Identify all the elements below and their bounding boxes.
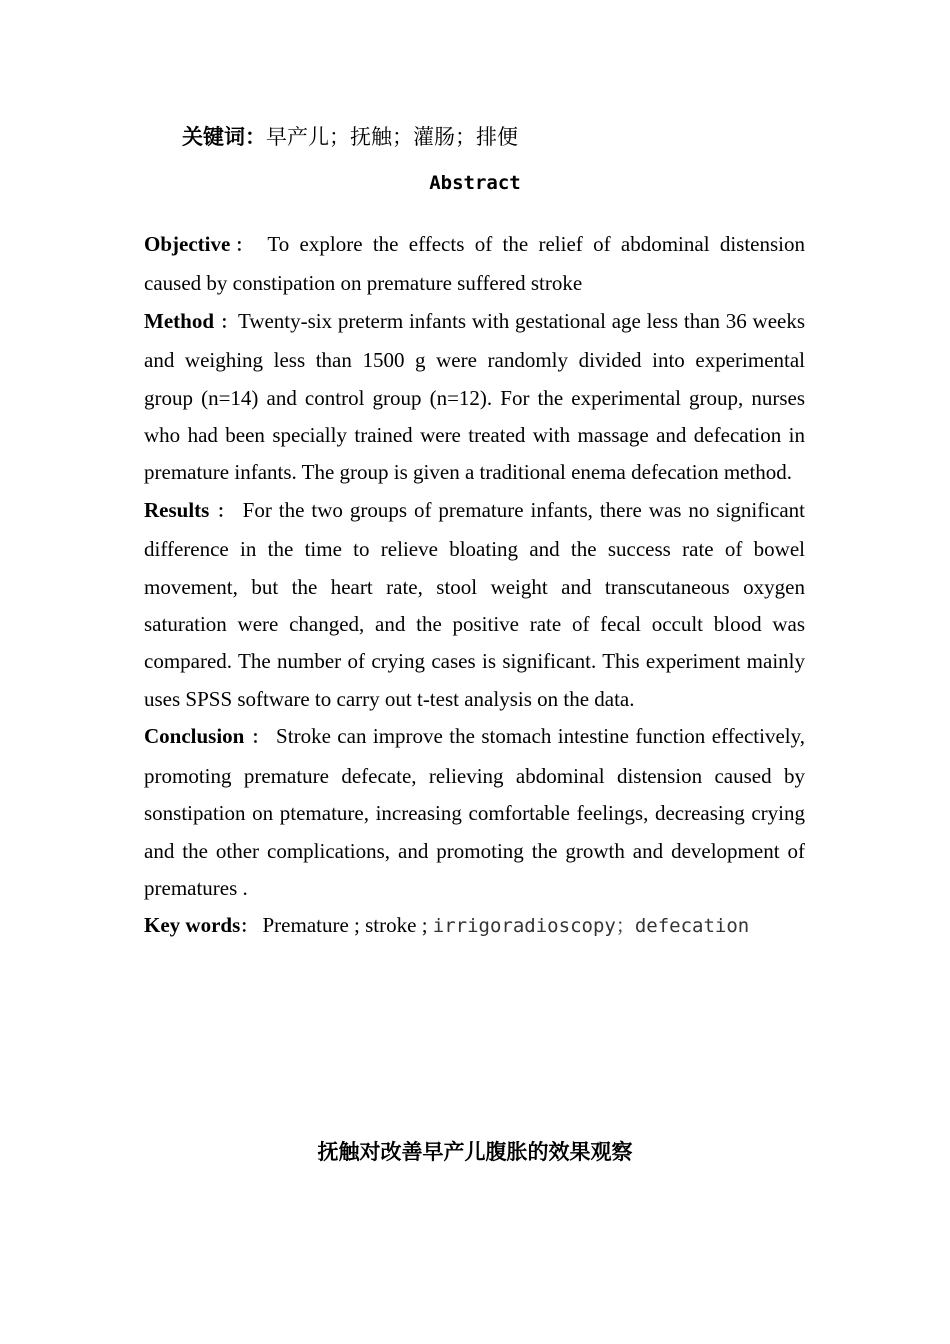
results-text: For the two groups of premature infants, there was no significant difference in the time to relieve bloating and the success rate of bowel movement, but the heart rate, stool weight and transcutaneous oxygen saturation were changed, and the positive rate of fecal occult blood was compared. The number of crying cases is significant. This experiment mainly uses SPSS software to carry out t-test analysis on the data. xyxy=(144,497,805,711)
objective-paragraph xyxy=(144,226,805,303)
key-words-mono-text: irrigoradioscopy；defecation xyxy=(432,915,750,938)
method-text: Twenty-six preterm infants with gestational age less than 36 weeks and weighing less than 1500 g were randomly divided into experimental group (n=14) and control group (n=12). For the experimental group, nurses who had been specially trained were treated with massage and defecation in premature infants. The group is given a traditional enema defecation method. xyxy=(144,308,806,485)
key-words-label: Key words xyxy=(144,913,241,938)
abstract-body xyxy=(144,226,805,947)
chinese-keywords-label: 关键词： xyxy=(182,125,266,149)
objective-text: To explore the effects of the relief of abdominal distension caused by constipation on premature suffered stroke xyxy=(144,232,806,296)
conclusion-text: Stroke can improve the stomach intestine function effectively, promoting premature defecate, relieving abdominal distension caused by sonstipation on ptemature, increasing comfortable feelings, decreasing crying and the other complications, and promoting the growth and development of prematures . xyxy=(144,724,805,900)
key-words-separator: ： xyxy=(240,917,258,938)
abstract-heading: Abstract xyxy=(429,172,521,194)
key-words-paragraph xyxy=(144,907,805,946)
conclusion-paragraph xyxy=(144,718,805,907)
objective-separator: ： xyxy=(230,236,258,256)
results-label: Results xyxy=(144,497,210,522)
results-paragraph xyxy=(144,492,805,718)
method-label: Method xyxy=(144,308,214,333)
conclusion-label: Conclusion xyxy=(144,724,245,749)
key-words-text: Premature ; stroke ; xyxy=(257,913,433,938)
objective-label: Objective xyxy=(144,232,231,256)
conclusion-separator: ： xyxy=(244,728,270,749)
chinese-keywords-values: 早产儿；抚触；灌肠；排便 xyxy=(266,125,518,149)
method-paragraph xyxy=(144,303,805,492)
chinese-paper-title: 抚触对改善早产儿腹胀的效果观察 xyxy=(317,1140,633,1164)
method-separator: ： xyxy=(214,312,238,333)
results-separator: ： xyxy=(209,501,236,522)
chinese-keywords xyxy=(182,122,518,152)
